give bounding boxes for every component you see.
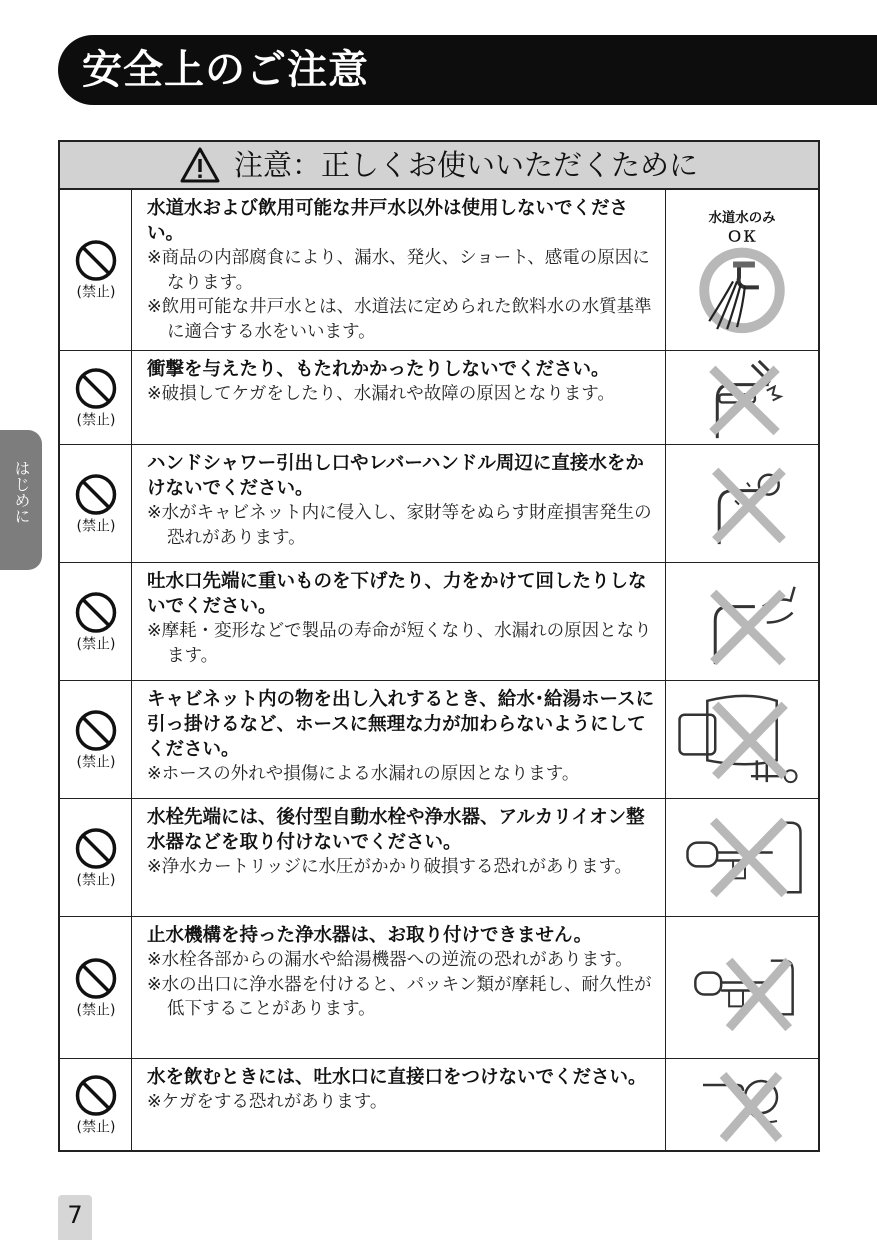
side-tab[interactable] <box>0 430 42 570</box>
rule-text: ハンドシャワー引出し口やレバーハンドル周辺に直接水をかけないでください。 <box>147 453 644 499</box>
rule-text-cell <box>133 917 666 1058</box>
table-row <box>60 681 818 799</box>
rule-text: 水を飲むときには、吐水口に直接口をつけないでください。 <box>147 1067 647 1088</box>
table-row <box>60 445 818 563</box>
note-text: ※飲用可能な井戸水とは、水道法に定められた飲料水の水質基準に適合する水をいいます。 <box>147 297 652 342</box>
prohibition-cell <box>60 351 132 444</box>
note-text: ※摩耗・変形などで製品の寿命が短くなり、水漏れの原因となります。 <box>147 621 652 666</box>
rule-text-cell <box>133 681 666 798</box>
table-header <box>60 142 818 190</box>
caution-table <box>58 140 820 1152</box>
faucet-impact-icon <box>667 351 818 444</box>
rule-text: 水栓先端には、後付型自動水栓や浄水器、アルカリイオン整水器などを取り付けないでください。 <box>147 807 645 853</box>
rule-text-cell <box>133 445 666 562</box>
illustration-cell <box>667 351 818 444</box>
prohibition-icon <box>74 956 118 1000</box>
note-text: ※水がキャビネット内に侵入し、家財等をぬらす財産損害発生の恐れがあります。 <box>147 503 652 548</box>
prohibition-icon <box>74 239 118 283</box>
rule-text: 衝撃を与えたり、もたれかかったりしないでください。 <box>147 359 610 380</box>
rule-text: 吐水口先端に重いものを下げたり、力をかけて回したりしないでください。 <box>147 571 647 617</box>
illustration-cell <box>667 681 818 798</box>
image-caption-line: ＯＫ <box>727 227 757 246</box>
faucet-splash-icon <box>667 445 818 562</box>
rule-text: 水道水および飲用可能な井戸水以外は使用しないでください。 <box>147 198 629 244</box>
note-text: ※破損してケガをしたり、水漏れや故障の原因となります。 <box>147 384 615 404</box>
rule-text-cell <box>133 351 666 444</box>
rule-text-cell <box>133 563 666 680</box>
warning-triangle-icon <box>180 147 220 183</box>
rule-text: キャビネット内の物を出し入れするとき、給水･給湯ホースに引っ掛けるなど、ホースに無理な力が加わらないようにしてください。 <box>147 689 655 760</box>
table-row <box>60 190 818 351</box>
prohibition-cell <box>60 799 132 916</box>
illustration-cell <box>667 445 818 562</box>
prohibition-icon <box>74 708 118 752</box>
table-row <box>60 563 818 681</box>
rule-text: 止水機構を持った浄水器は、お取り付けできません。 <box>147 925 593 946</box>
page-title: 安全上のご注意 <box>82 47 369 93</box>
illustration-cell <box>667 190 818 350</box>
rule-text-cell <box>133 1059 666 1150</box>
prohibition-cell <box>60 563 132 680</box>
faucet-attachment-icon <box>667 799 818 916</box>
prohibition-label: (禁止) <box>76 518 116 534</box>
illustration-cell <box>667 563 818 680</box>
prohibition-label: (禁止) <box>76 1002 116 1018</box>
prohibition-label: (禁止) <box>76 1119 116 1135</box>
prohibition-label: (禁止) <box>76 284 116 301</box>
illustration-cell <box>667 1059 818 1150</box>
rule-text-cell <box>133 799 666 916</box>
image-caption-line: 水道水のみ <box>708 210 776 226</box>
prohibition-label: (禁止) <box>76 754 116 770</box>
faucet-ok-icon <box>667 190 818 350</box>
drinking-child-icon <box>667 1059 818 1150</box>
note-text: ※浄水カートリッジに水圧がかかり破損する恐れがあります。 <box>147 857 633 877</box>
faucet-hang-icon <box>667 563 818 680</box>
prohibition-label: (禁止) <box>76 636 116 652</box>
prohibition-icon <box>74 1073 118 1117</box>
prohibition-cell <box>60 190 132 350</box>
prohibition-cell <box>60 917 132 1058</box>
illustration-cell <box>667 917 818 1058</box>
table-row <box>60 917 818 1059</box>
page-title-bar <box>58 35 877 105</box>
prohibition-icon <box>74 366 118 410</box>
prohibition-label: (禁止) <box>76 872 116 888</box>
cabinet-hose-icon <box>667 681 818 798</box>
table-row <box>60 1059 818 1150</box>
prohibition-icon <box>74 826 118 870</box>
table-header-title: 注意：正しくお使いいただくために <box>233 148 698 182</box>
water-filter-icon <box>667 917 818 1058</box>
note-text: ※ホースの外れや損傷による水漏れの原因となります。 <box>147 764 580 784</box>
note-text: ※水栓各部からの漏水や給湯機器への逆流の恐れがあります。 <box>147 950 633 970</box>
side-tab-label: はじめに <box>12 460 31 524</box>
table-row <box>60 351 818 445</box>
prohibition-cell <box>60 1059 132 1150</box>
illustration-cell <box>667 799 818 916</box>
note-text: ※商品の内部腐食により、漏水、発火、ショート、感電の原因になります。 <box>147 248 650 293</box>
prohibition-cell <box>60 445 132 562</box>
prohibition-label: (禁止) <box>76 412 116 428</box>
prohibition-icon <box>74 590 118 634</box>
note-text: ※ケガをする恐れがあります。 <box>147 1092 388 1112</box>
note-text: ※水の出口に浄水器を付けると、パッキン類が摩耗し、耐久性が低下することがあります。 <box>147 974 652 1019</box>
page-number-tab <box>58 1195 92 1240</box>
table-row <box>60 799 818 917</box>
page-number: 7 <box>67 1201 83 1229</box>
prohibition-icon <box>74 472 118 516</box>
rule-text-cell <box>133 190 666 350</box>
prohibition-cell <box>60 681 132 798</box>
